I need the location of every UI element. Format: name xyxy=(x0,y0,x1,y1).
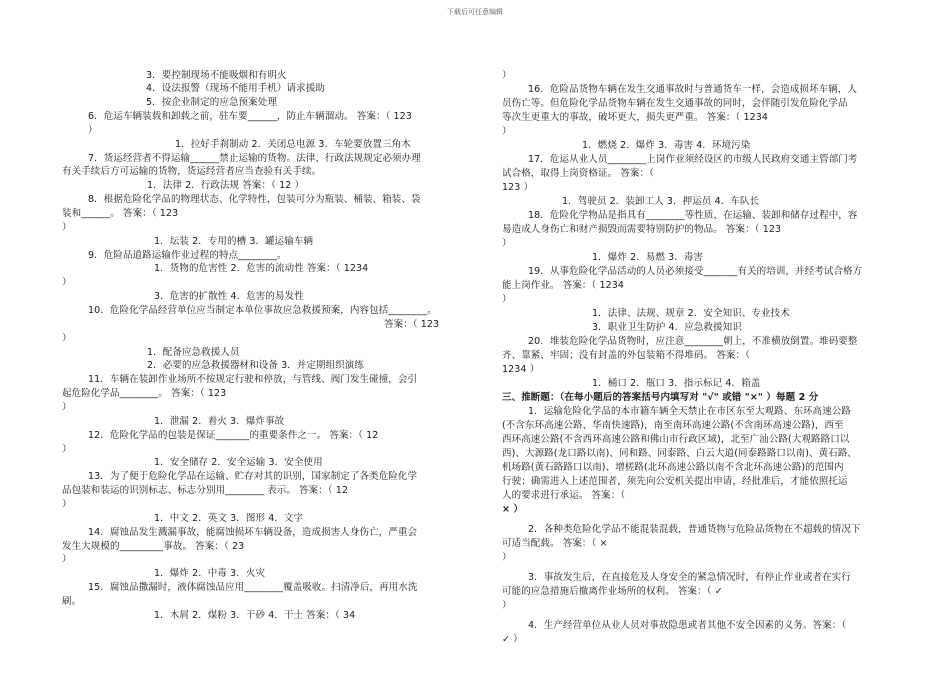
question-line: 19．从事危险化学品活动的人员必须接受_______有关的培训，并经考试合格方 xyxy=(528,266,863,277)
text-line: 123 ） xyxy=(502,182,534,193)
text-line: ） xyxy=(502,294,512,305)
text-line: 5．按企业制定的应急预案处理 xyxy=(146,97,277,108)
text-line: 人的要求进行承运。 答案：（ xyxy=(502,490,626,501)
question-line: 18．危险化学物品是指具有________等性质，在运输、装卸和储存过程中，容 xyxy=(528,210,858,221)
options-line: 1．坛装 2．专用的槽 3．罐运输车辆 xyxy=(154,236,314,247)
text-line: ） xyxy=(62,277,72,288)
text-line: 试合格，取得上岗资格证。 答案：（ xyxy=(502,168,654,179)
question-line: 2．各种类危险化学品不能混装混载，普通货物与危险品货物在不超载的情况下 xyxy=(528,524,861,535)
text-line: ） xyxy=(502,126,512,137)
options-line: 1．中文 2．英文 3．图形 4．文字 xyxy=(154,513,304,524)
question-line: 8．根据危险化学品的物理状态、化学特性，包装可分为瓶装、桶装、箱装、袋 xyxy=(88,194,421,205)
text-line: 易造成人身伤亡和财产损毁而需要特别防护的物品。 答案：（ 123 xyxy=(502,224,782,235)
text-line: 起危险化学品________。 答案：（ 123 xyxy=(62,388,227,399)
question-line: 15．腐蚀品撒漏时，液体腐蚀品应用________覆盖吸收。扫清净后，再用水洗 xyxy=(88,582,418,593)
options-line: 1．法律 2．行政法规 答案：（ 12 ） xyxy=(147,180,305,191)
text-line: ） xyxy=(502,552,512,563)
options-line: 1．泄漏 2．着火 3．爆炸事故 xyxy=(154,416,285,427)
question-line: 6．危运车辆装载和卸载之前，驻车要______，防止车辆溜动。 答案：（ 123 xyxy=(88,111,412,122)
options-line: 1．燃烧 2．爆炸 3．毒害 4．环境污染 xyxy=(582,140,751,151)
options-line: 1．木屑 2．煤粉 3．干砂 4．干土 答案：（ 34 xyxy=(154,610,356,621)
text-line: ） xyxy=(62,333,72,344)
text-line: 等次生更重大的事故，破坏更大，损失更严重。 答案：（ 1234 xyxy=(502,112,769,123)
page-header: 下载后可任意编辑 xyxy=(447,8,503,16)
question-line: 3．事故发生后，在直接危及人身安全的紧急情况时，有停止作业或者在实行 xyxy=(528,572,851,583)
text-line: ） xyxy=(502,70,512,81)
question-line: 10．危险化学品经营单位应当制定本单位事故应急救援预案，内容包括________。 xyxy=(88,305,437,316)
options-line: 1．货物的危害性 2．危害的流动性 答案：（ 1234 xyxy=(154,263,369,274)
question-line: 4．生产经营单位从业人员对事故隐患或者其他不安全因素的义务。答案：（ xyxy=(528,620,847,631)
text-line: 有关手续后方可运输的货物，货运经营者应当查验有关手续。 xyxy=(62,166,322,177)
question-line: 1．运输危险化学品的本市籍车辆全天禁止在市区东至大观路、东环高速公路 xyxy=(528,406,851,417)
text-line: 齐、靠紧、牢固；没有封盖的外包装箱不得堆码。 答案：（ xyxy=(502,350,750,361)
options-line: 3．危害的扩散性 4．危害的易发性 xyxy=(154,291,304,302)
text-line: 机场路(黄石路路口以南)、增槎路(北环高速公路以南不含北环高速公路)的范围内 xyxy=(502,462,844,473)
text-line: 刷。 xyxy=(62,596,82,607)
question-line: 11．车辆在装卸作业场所不按规定行驶和停放，与管线、阀门发生碰撞，会引 xyxy=(88,374,418,385)
text-line: 可适当配载。 答案：（ × xyxy=(502,538,608,549)
text-line: 装和______。 答案：（ 123 xyxy=(62,208,179,219)
answer-line: 答案：（ 123 xyxy=(384,319,440,330)
question-line: 20．堆装危险化学品货物时，应注意________朝上，不准横放倒置。堆码要整 xyxy=(528,336,858,347)
question-line: 12．危险化学品的包装是保证_______的重要条件之一。 答案：（ 12 xyxy=(88,430,379,441)
text-line: ） xyxy=(62,402,72,413)
options-line: 1．法律、法规、规章 2．安全知识、专业技术 xyxy=(592,308,790,319)
options-line: 1．爆炸 2．易燃 3．毒害 xyxy=(592,252,704,263)
options-line: 1．拉好手刹制动 2．关闭总电源 3．车轮要放置三角木 xyxy=(175,139,411,150)
text-line: 能上岗作业。 答案：（ 1234 xyxy=(502,280,625,291)
question-line: 13．为了便于危险化学品在运输、贮存对其的识别，国家制定了各类危险化学 xyxy=(88,471,418,482)
section-title: 三、推断题：（在每小题后的答案括号内填写对 "√" 或错 "×" ）每题 2 分 xyxy=(502,392,819,403)
text-line: ） xyxy=(502,600,512,611)
text-line: 品包装和装运的识别标志、标志分别用________ 表示。 答案：（ 12 xyxy=(62,485,349,496)
text-line: 4．设法报警（现场不能用手机）请求援助 xyxy=(146,83,325,94)
options-line: 1．配备应急救援人员 xyxy=(147,347,240,358)
options-line: 1．爆炸 2．中毒 3．火灾 xyxy=(154,568,266,579)
options-line: 1．安全储存 2．安全运输 3．安全使用 xyxy=(154,457,323,468)
text-line: (不含东环高速公路、华南快速路)，南至南环高速公路(不含南环高速公路)，西至 xyxy=(502,420,844,431)
text-line: ） xyxy=(62,499,72,510)
text-line: 3．要控制现场不能吸烟和有明火 xyxy=(146,70,287,81)
text-line: 员伤亡等。但危险化学品货物车辆在发生交通事故的同时，会伴随引发危险化学品 xyxy=(502,98,848,109)
text-line: ） xyxy=(62,554,72,565)
text-line: 可能的应急措施后撤离作业场所的权利。 答案：（ ✓ xyxy=(502,586,723,597)
answer-mark: ✓ ） xyxy=(502,634,523,645)
text-line: 发生大规模的_________事故。 答案：（ 23 xyxy=(62,541,245,552)
question-line: 17．危运从业人员________上岗作业须经设区的市级人民政府交通主管部门考 xyxy=(528,154,858,165)
text-line: ） xyxy=(62,444,72,455)
text-line: ） xyxy=(88,125,98,136)
answer-mark: × ） xyxy=(502,504,524,515)
options-line: 3．职业卫生防护 4．应急救援知识 xyxy=(592,322,742,333)
options-line: 2．必要的应急救援器材和设备 3．并定期组织演练 xyxy=(147,360,365,371)
question-line: 7．货运经营者不得运输______禁止运输的货物。法律、行政法规规定必须办理 xyxy=(88,153,421,164)
options-line: 1．桶口 2．瓶口 3．指示标记 4．箱盖 xyxy=(592,378,761,389)
text-line: 行驶；确需进入上述范围者，须先向公安机关提出申请，经批准后，才能依照托运 xyxy=(502,476,848,487)
text-line: ） xyxy=(502,238,512,249)
options-line: 1．驾驶员 2．装卸工人 3．押运员 4．车队长 xyxy=(562,196,760,207)
question-line: 16．危险品货物车辆在发生交通事故时与普通货车一样，会造成损坏车辆，人 xyxy=(528,84,858,95)
text-line: ） xyxy=(62,222,72,233)
text-line: 西)、大源路(龙口路以南)、同和路、同泰路、白云大道(同泰路路口以南)、黄石路、 xyxy=(502,448,858,459)
question-line: 14．腐蚀品发生溅漏事故，能腐蚀损坏车辆设备，造成损害人身伤亡，严重会 xyxy=(88,527,418,538)
question-line: 9．危险品道路运输作业过程的特点________。 xyxy=(88,250,287,261)
text-line: 西环高速公路(不含西环高速公路和佛山市行政区域)，北至广汕公路(大观路路口以 xyxy=(502,434,850,445)
text-line: 1234 ） xyxy=(502,364,540,375)
